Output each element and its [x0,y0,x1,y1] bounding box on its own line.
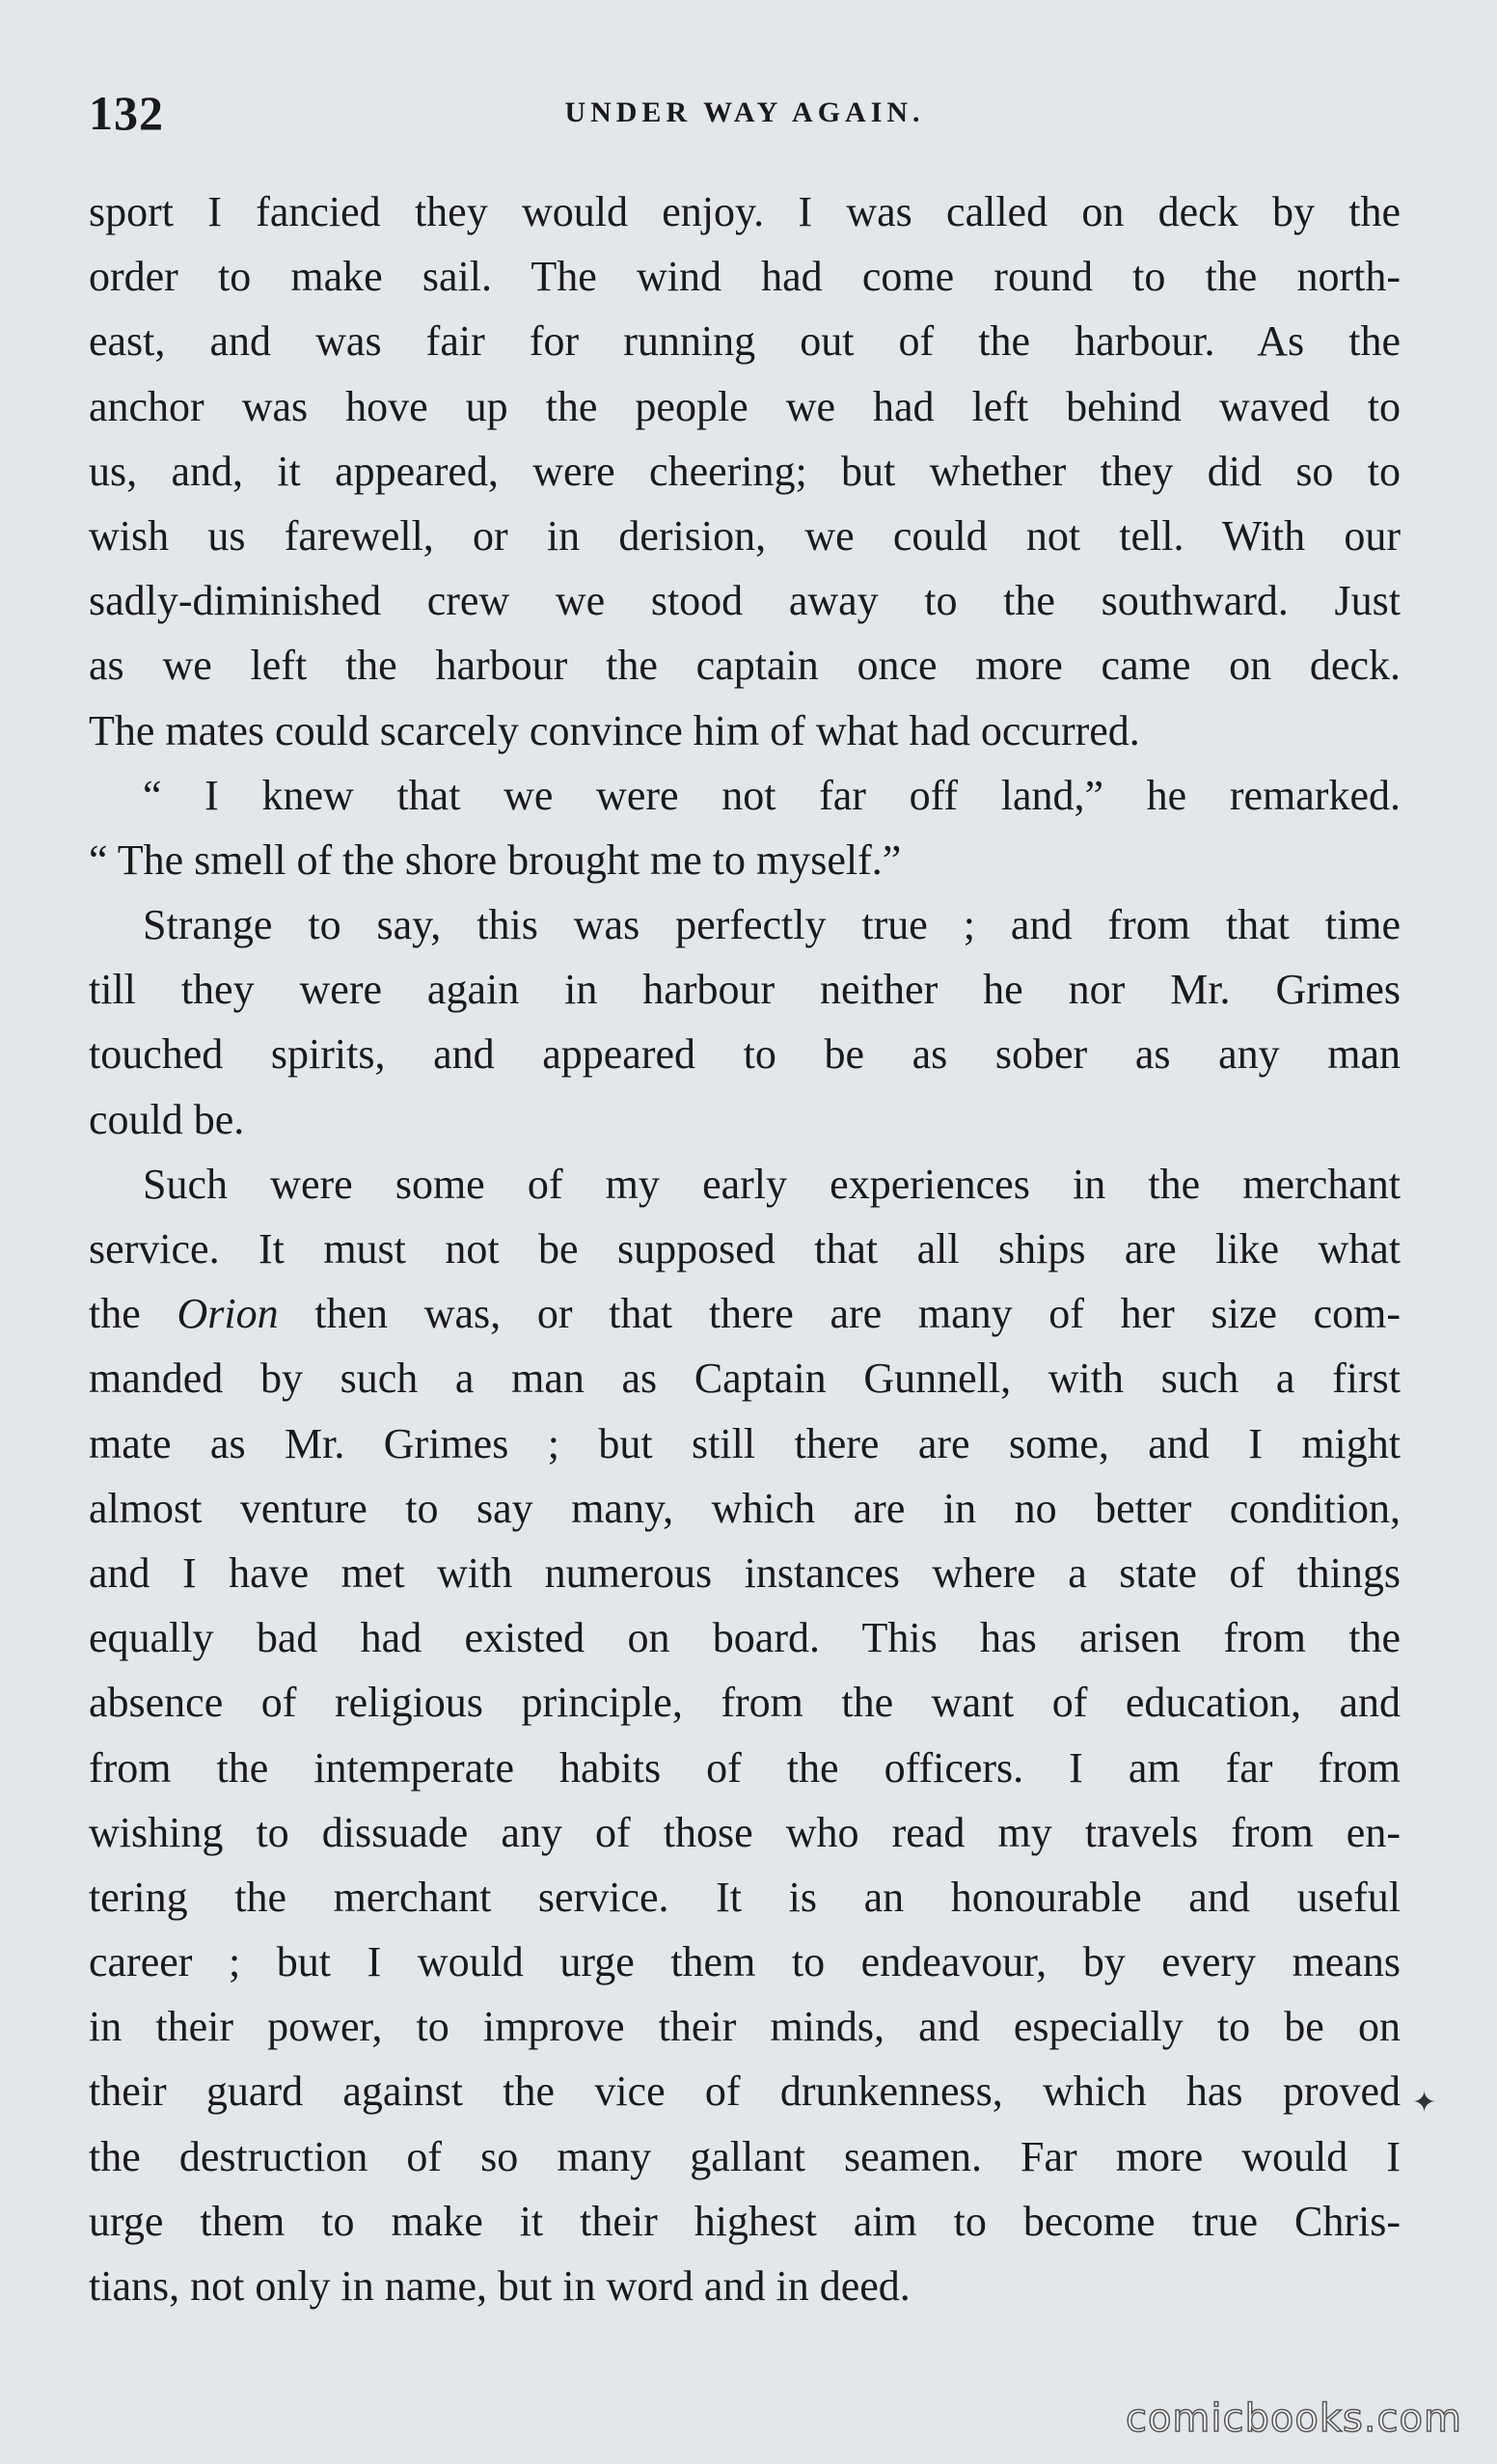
text-line: “ I knew that we were not far off land,” he remarked. [143,771,1401,819]
page-number: 132 [89,86,164,140]
line-segment: then was, or that there are many of her size com- [314,1290,1401,1338]
body-text [89,179,1401,2318]
running-title: UNDER WAY AGAIN. [564,96,925,128]
text-line: mate as Mr. Grimes ; but still there are some, and I might [89,1419,1401,1467]
text-line: wish us farewell, or in derision, we could not tell. With our [89,511,1401,560]
watermark: comicbooks.com [1125,2396,1462,2441]
text-line: sport I fancied they would enjoy. I was called on deck by the [89,188,1401,235]
line-segment: the [89,1290,141,1338]
stray-print-mark-icon: ✦ [1412,2087,1437,2119]
text-line: and I have met with numerous instances where a state of things [89,1548,1401,1597]
text-line: manded by such a man as Captain Gunnell, with such a first [89,1355,1401,1403]
text-line: could be. [89,1095,245,1143]
text-line: urge them to make it their highest aim to become true Chris- [89,2197,1401,2245]
text-line: career ; but I would urge them to endeavour, by every means [89,1938,1401,1986]
text-line: “ The smell of the shore brought me to myself.” [89,835,902,884]
ship-name-orion: Orion [177,1290,279,1338]
text-line: us, and, it appeared, were cheering; but whether they did so to [89,447,1401,495]
text-line: till they were again in harbour neither he nor Mr. Grimes [89,966,1401,1014]
text-line: order to make sail. The wind had come round to the north- [89,253,1401,301]
text-line: almost venture to say many, which are in no better condition, [89,1484,1401,1532]
text-line: absence of religious principle, from the want of education, and [89,1679,1401,1727]
text-line: in their power, to improve their minds, and especially to be on [89,2003,1401,2051]
text-line: service. It must not be supposed that all ships are like what [89,1225,1401,1273]
text-line: tians, not only in name, but in word and in deed. [89,2262,911,2310]
text-line: their guard against the vice of drunkenness, which has proved [89,2067,1401,2116]
text-line: from the intemperate habits of the officers. I am far from [89,1743,1401,1792]
text-line: The mates could scarcely convince him of what had occurred. [89,706,1140,754]
text-line: as we left the harbour the captain once more came on deck. [89,642,1401,690]
text-line: touched spirits, and appeared to be as sober as any man [89,1030,1401,1079]
text-line: equally bad had existed on board. This has arisen from the [89,1614,1401,1662]
text-line: east, and was fair for running out of the harbour. As the [89,317,1401,366]
text-line: sadly-diminished crew we stood away to the southward. Just [89,577,1401,625]
text-line: tering the merchant service. It is an honourable and useful [89,1873,1401,1921]
text-line [89,1281,1401,1346]
text-line: wishing to dissuade any of those who read my travels from en- [89,1808,1401,1856]
text-line: Such were some of my early experiences in the merchant [143,1160,1401,1208]
text-line: the destruction of so many gallant seamen. Far more would I [89,2132,1401,2180]
text-line: Strange to say, this was perfectly true ; and from that time [143,901,1401,949]
text-line: anchor was hove up the people we had left behind waved to [89,382,1401,430]
running-head [89,85,1401,152]
